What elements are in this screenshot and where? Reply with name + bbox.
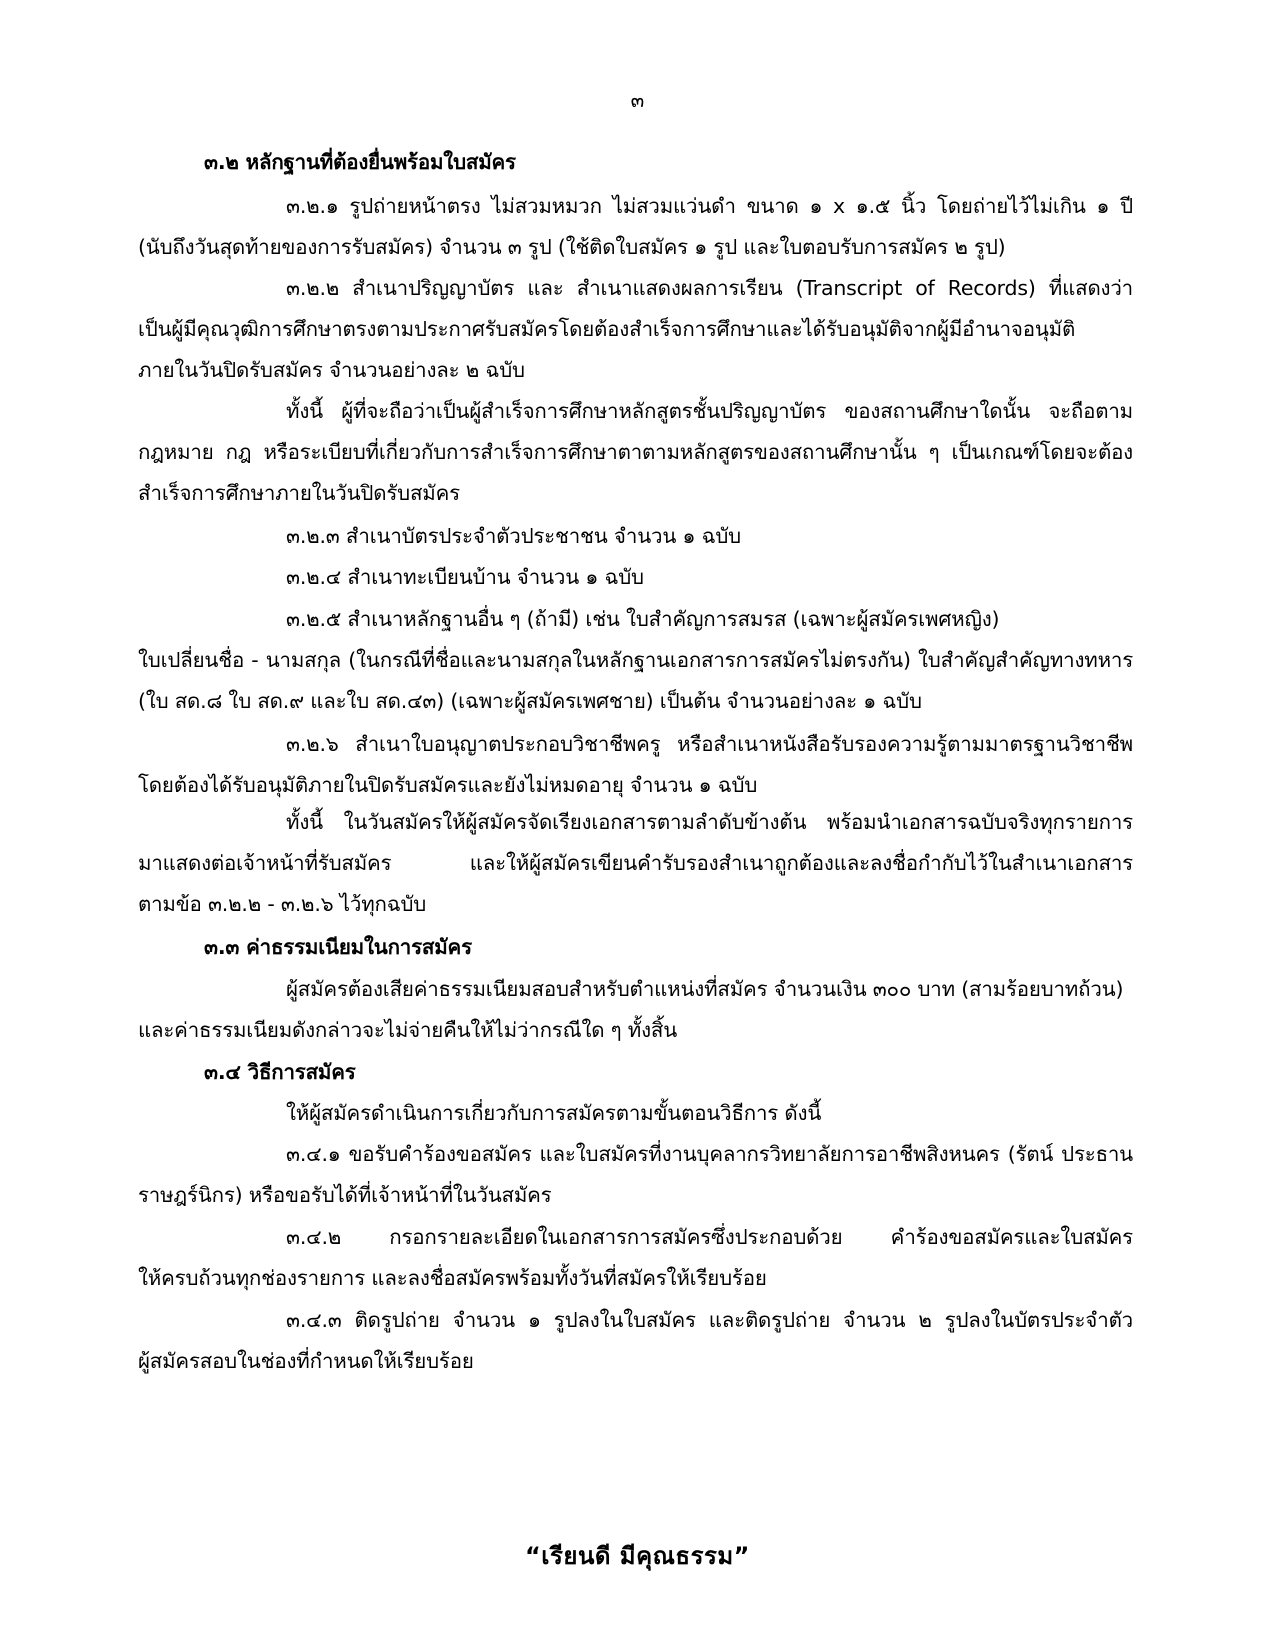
paragraph-line: ภายในวันปิดรับสมัคร จำนวนอย่างละ ๒ ฉบับ xyxy=(138,358,525,382)
paragraph-line: ผู้สมัครสอบในช่องที่กำหนดให้เรียบร้อย xyxy=(138,1349,474,1373)
paragraph-line: ตามข้อ ๓.๒.๒ - ๓.๒.๖ ไว้ทุกฉบับ xyxy=(138,892,427,916)
section-heading-3-4: ๓.๔ วิธีการสมัคร xyxy=(204,1060,356,1084)
footer-motto: “เรียนดี มีคุณธรรม” xyxy=(525,1542,750,1570)
paragraph-line: ให้ครบถ้วนทุกช่องรายการ และลงชื่อสมัครพร้อมทั้งวันที่สมัครให้เรียบร้อย xyxy=(138,1266,767,1290)
page-number: ๓ xyxy=(630,88,645,112)
paragraph-line: เป็นผู้มีคุณวุฒิการศึกษาตรงตามประกาศรับสมัครโดยต้องสำเร็จการศึกษาและได้รับอนุมัติจากผู้มีอำนาจอนุมัติ xyxy=(138,317,1076,341)
section-heading-3-2: ๓.๒ หลักฐานที่ต้องยื่นพร้อมใบสมัคร xyxy=(204,150,516,174)
paragraph-line: ๓.๒.๒ สำเนาปริญญาบัตร และ สำเนาแสดงผลการเรียน (Transcript of Records) ที่แสดงว่า xyxy=(286,276,1133,300)
paragraph-line: ๓.๔.๓ ติดรูปถ่าย จำนวน ๑ รูปลงในใบสมัคร และติดรูปถ่าย จำนวน ๒ รูปลงในบัตรประจำตัว xyxy=(286,1308,1133,1332)
paragraph-line: ๓.๒.๕ สำเนาหลักฐานอื่น ๆ (ถ้ามี) เช่น ใบสำคัญการสมรส (เฉพาะผู้สมัครเพศหญิง) xyxy=(286,607,1000,631)
paragraph-line: สำเร็จการศึกษาภายในวันปิดรับสมัคร xyxy=(138,481,460,505)
paragraph-line: ให้ผู้สมัครดำเนินการเกี่ยวกับการสมัครตามขั้นตอนวิธีการ ดังนี้ xyxy=(286,1101,822,1125)
section-heading-3-3: ๓.๓ ค่าธรรมเนียมในการสมัคร xyxy=(204,935,472,959)
paragraph-line: ทั้งนี้ ผู้ที่จะถือว่าเป็นผู้สำเร็จการศึกษาหลักสูตรชั้นปริญญาบัตร ของสถานศึกษาใดนั้น จะถือตาม xyxy=(286,399,1133,423)
paragraph-line: ๓.๒.๔ สำเนาทะเบียนบ้าน จำนวน ๑ ฉบับ xyxy=(286,565,644,589)
paragraph-line: (ใบ สด.๘ ใบ สด.๙ และใบ สด.๔๓) (เฉพาะผู้สมัครเพศชาย) เป็นต้น จำนวนอย่างละ ๑ ฉบับ xyxy=(138,689,922,713)
paragraph-line: โดยต้องได้รับอนุมัติภายในปิดรับสมัครและยังไม่หมดอายุ จำนวน ๑ ฉบับ xyxy=(138,773,758,797)
paragraph-line: ราษฎร์นิกร) หรือขอรับได้ที่เจ้าหน้าที่ในวันสมัคร xyxy=(138,1183,552,1207)
paragraph-line: ๓.๒.๖ สำเนาใบอนุญาตประกอบวิชาชีพครู หรือสำเนาหนังสือรับรองความรู้ตามมาตรฐานวิชาชีพ xyxy=(286,732,1133,756)
paragraph-line: ผู้สมัครต้องเสียค่าธรรมเนียมสอบสำหรับตำแหน่งที่สมัคร จำนวนเงิน ๓๐๐ บาท (สามร้อยบาทถ้วน) xyxy=(286,977,1124,1001)
paragraph-line: ๓.๔.๒ กรอกรายละเอียดในเอกสารการสมัครซึ่งประกอบด้วย คำร้องขอสมัครและใบสมัคร xyxy=(286,1225,1133,1249)
paragraph-line: ๓.๒.๑ รูปถ่ายหน้าตรง ไม่สวมหมวก ไม่สวมแว่นดำ ขนาด ๑ x ๑.๕ นิ้ว โดยถ่ายไว้ไม่เกิน ๑ ปี xyxy=(286,194,1133,218)
paragraph-line: (นับถึงวันสุดท้ายของการรับสมัคร) จำนวน ๓ รูป (ใช้ติดใบสมัคร ๑ รูป และใบตอบรับการสมัคร ๒ รูป) xyxy=(138,235,1006,259)
paragraph-line: กฎหมาย กฎ หรือระเบียบที่เกี่ยวกับการสำเร็จการศึกษาตาตามหลักสูตรของสถานศึกษานั้น ๆ เป็นเกณฑ์โดยจะต้อง xyxy=(138,440,1133,464)
paragraph-line: ๓.๔.๑ ขอรับคำร้องขอสมัคร และใบสมัครที่งานบุคลากรวิทยาลัยการอาชีพสิงหนคร (รัตน์ ประธาน xyxy=(286,1142,1133,1166)
paragraph-line: และค่าธรรมเนียมดังกล่าวจะไม่จ่ายคืนให้ไม่ว่ากรณีใด ๆ ทั้งสิ้น xyxy=(138,1018,678,1042)
paragraph-line: ทั้งนี้ ในวันสมัครให้ผู้สมัครจัดเรียงเอกสารตามลำดับข้างต้น พร้อมนำเอกสารฉบับจริงทุกรายการ xyxy=(286,810,1133,834)
paragraph-line: ใบเปลี่ยนชื่อ - นามสกุล (ในกรณีที่ชื่อและนามสกุลในหลักฐานเอกสารการสมัครไม่ตรงกัน) ใบสำคัญสำคัญทางทหาร xyxy=(138,648,1133,672)
paragraph-line: ๓.๒.๓ สำเนาบัตรประจำตัวประชาชน จำนวน ๑ ฉบับ xyxy=(286,524,741,548)
paragraph-line: มาแสดงต่อเจ้าหน้าที่รับสมัคร และให้ผู้สมัครเขียนคำรับรองสำเนาถูกต้องและลงชื่อกำกับไว้ในสำเนาเอกสาร xyxy=(138,851,1133,875)
